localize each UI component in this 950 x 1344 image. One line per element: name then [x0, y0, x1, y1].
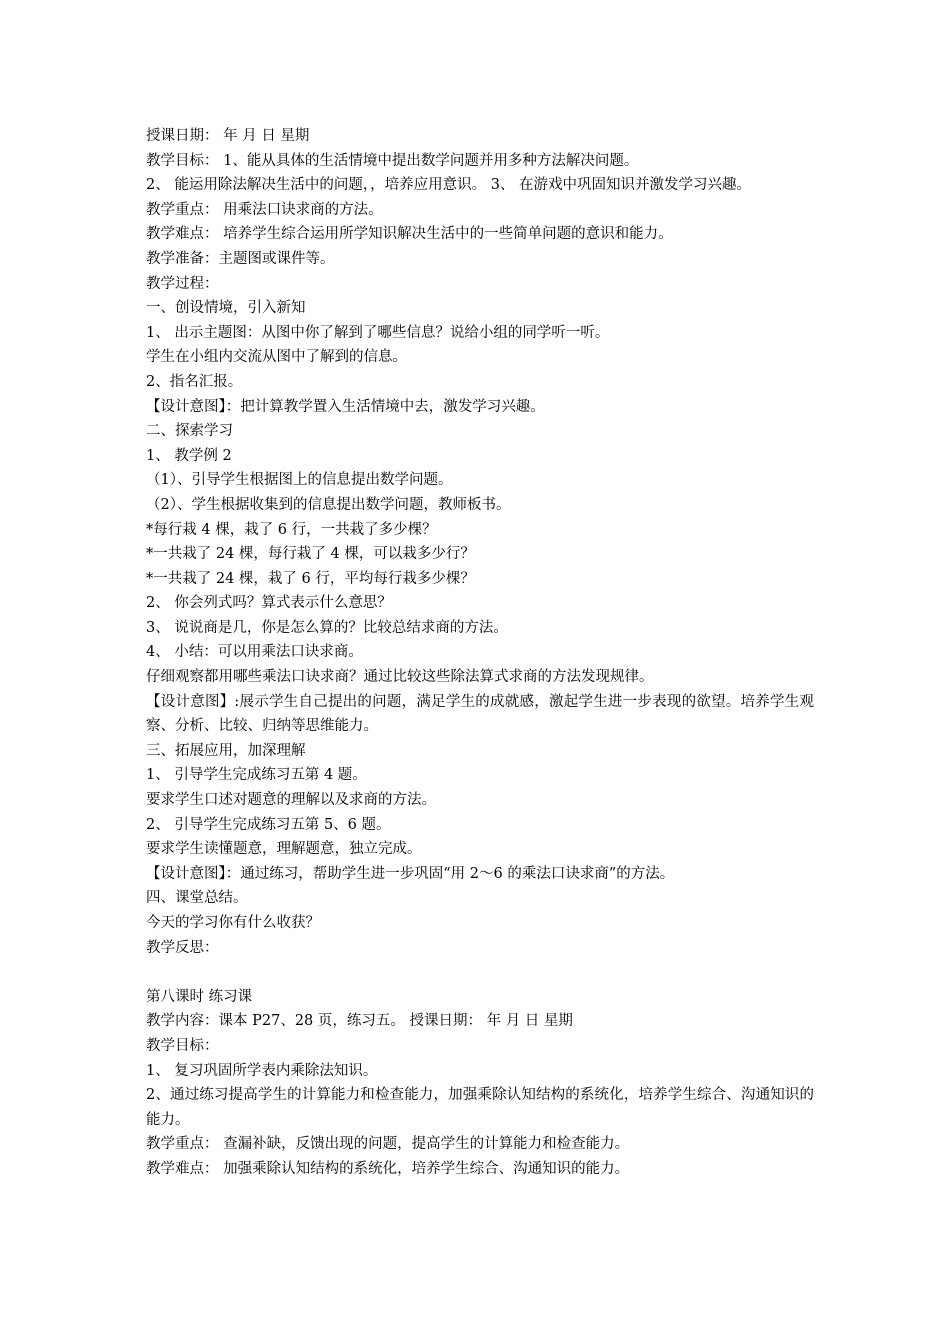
teaching-process-label: 教学过程： [146, 275, 219, 292]
section-2-question-1: *每行栽 4 棵，栽了 6 行，一共栽了多少棵？ [146, 521, 437, 538]
teaching-goal-continued: 2、 能运用除法解决生活中的问题，，培养应用意识。 3、 在游戏中巩固知识并激发学习兴趣。 [146, 177, 752, 194]
teaching-preparation: 教学准备：主题图或课件等。 [146, 250, 335, 267]
section-2-item-1-b: （2）、学生根据收集到的信息提出数学问题，教师板书。 [146, 496, 511, 513]
section-4-question: 今天的学习你有什么收获？ [146, 915, 320, 931]
section-1-design-intent: 【设计意图】：把计算教学置入生活情境中去，激发学习兴趣。 [146, 398, 545, 415]
section-4-title: 四、课堂总结。 [146, 890, 248, 907]
section-2-observation: 仔细观察都用哪些乘法口诀求商？通过比较这些除法算式求商的方法发现规律。 [146, 669, 654, 686]
lesson-date-line: 授课日期： 年 月 日 星期 [146, 128, 310, 144]
section-3-item-1-detail: 要求学生口述对题意的理解以及求商的方法。 [146, 792, 436, 809]
blank-line [146, 960, 814, 985]
section-2-question-2: *一共栽了 24 棵，每行栽了 4 棵，可以栽多少行？ [146, 546, 475, 563]
lesson-8-title: 第八课时 练习课 [146, 988, 253, 1005]
section-2-design-intent: 【设计意图】:展示学生自己提出的问题，满足学生的成就感，激起学生进一步表现的欲望。培养学生观察、分析、比较、归纳等思维能力。 [146, 693, 814, 735]
lesson-8-difficulty: 教学难点： 加强乘除认知结构的系统化，培养学生综合、沟通知识的能力。 [146, 1160, 630, 1177]
section-1-title: 一、创设情境，引入新知 [146, 300, 306, 317]
section-1-item-1: 1、 出示主题图：从图中你了解到了哪些信息？说给小组的同学听一听。 [146, 324, 610, 341]
section-3-item-2: 2、 引导学生完成练习五第 5、6 题。 [146, 816, 391, 833]
section-3-title: 三、拓展应用，加深理解 [146, 742, 306, 759]
section-2-item-1-a: （1）、引导学生根据图上的信息提出数学问题。 [146, 472, 453, 489]
section-2-question-3: *一共栽了 24 棵，栽了 6 行，平均每行栽多少棵？ [146, 570, 475, 587]
lesson-8-goal-label: 教学目标： [146, 1037, 219, 1054]
teaching-key-point: 教学重点： 用乘法口诀求商的方法。 [146, 201, 383, 218]
section-2-item-4: 4、 小结：可以用乘法口诀求商。 [146, 644, 363, 661]
document-body [146, 124, 814, 1182]
lesson-8-goal-1: 1、 复习巩固所学表内乘除法知识。 [146, 1062, 378, 1079]
lesson-8-key-point: 教学重点： 查漏补缺，反馈出现的问题，提高学生的计算能力和检查能力。 [146, 1136, 630, 1153]
section-3-design-intent: 【设计意图】：通过练习，帮助学生进一步巩固“用 2～6 的乘法口诀求商”的方法。 [146, 865, 675, 882]
section-2-item-2: 2、 你会列式吗？算式表示什么意思？ [146, 595, 392, 612]
teaching-difficulty: 教学难点： 培养学生综合运用所学知识解决生活中的一些简单问题的意识和能力。 [146, 226, 673, 243]
section-2-item-1: 1、 教学例 2 [146, 447, 232, 464]
teaching-goal-line: 教学目标： 1、能从具体的生活情境中提出数学问题并用多种方法解决问题。 [146, 152, 639, 169]
section-2-item-3: 3、 说说商是几，你是怎么算的？比较总结求商的方法。 [146, 619, 508, 636]
section-1-item-1-detail: 学生在小组内交流从图中了解到的信息。 [146, 349, 407, 366]
lesson-8-goal-2: 2、通过练习提高学生的计算能力和检查能力，加强乘除认知结构的系统化，培养学生综合、沟通知识的能力。 [146, 1087, 814, 1128]
lesson-8-content-line: 教学内容：课本 P27、28 页，练习五。 授课日期： 年 月 日 星期 [146, 1013, 573, 1030]
section-3-item-1: 1、 引导学生完成练习五第 4 题。 [146, 767, 367, 784]
teaching-reflection: 教学反思： [146, 939, 219, 956]
section-3-item-2-detail: 要求学生读懂题意，理解题意，独立完成。 [146, 841, 422, 858]
section-2-title: 二、探索学习 [146, 423, 233, 440]
section-1-item-2: 2、指名汇报。 [146, 373, 243, 390]
